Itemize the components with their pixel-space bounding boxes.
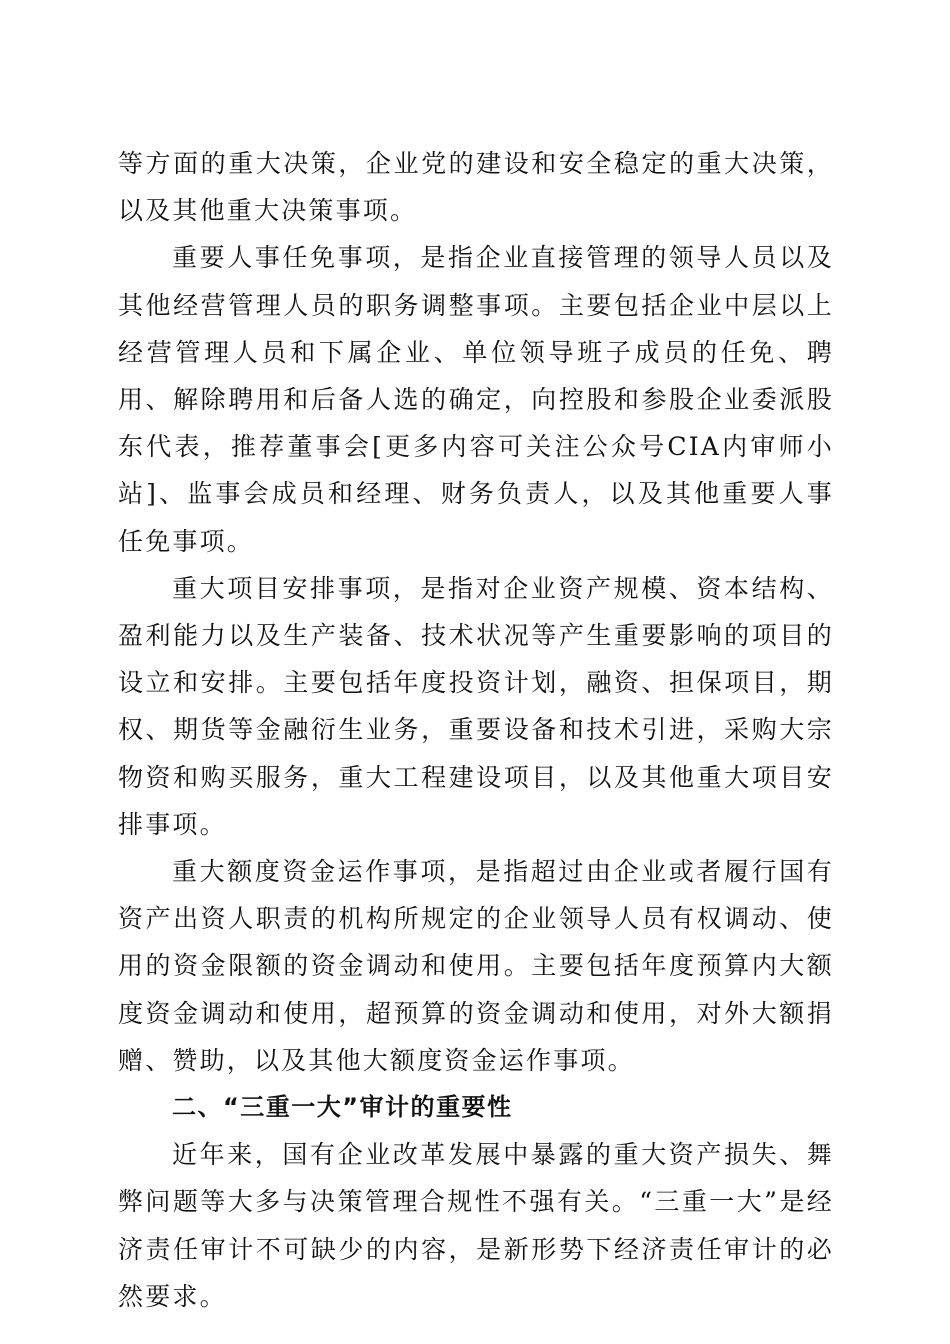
paragraph-large-funds: 重大额度资金运作事项，是指超过由企业或者履行国有资产出资人职责的机构所规定的企业领导人员有权调动、使用的资金限额的资金调动和使用。主要包括年度预算内大额度资金调动和使用，超预算的资金调动和使用，对外大额捐赠、赞助，以及其他大额度资金运作事项。 [118, 857, 834, 1075]
paragraph-continuation: 等方面的重大决策，企业党的建设和安全稳定的重大决策，以及其他重大决策事项。 [118, 149, 834, 226]
paragraph-major-projects: 重大项目安排事项，是指对企业资产规模、资本结构、盈利能力以及生产装备、技术状况等产生重要影响的项目的设立和安排。主要包括年度投资计划，融资、担保项目，期权、期货等金融衍生业务，重要设备和技术引进，采购大宗物资和购买服务，重大工程建设项目，以及其他重大项目安排事项。 [118, 573, 834, 839]
paragraph-personnel-appointments: 重要人事任免事项，是指企业直接管理的领导人员以及其他经营管理人员的职务调整事项。主要包括企业中层以上经营管理人员和下属企业、单位领导班子成员的任免、聘用、解除聘用和后备人选的确定，向控股和参股企业委派股东代表，推荐董事会[更多内容可关注公众号CIA内审师小站]、监事会成员和经理、财务负责人，以及其他重要人事任免事项。 [118, 243, 834, 556]
paragraph-importance: 近年来，国有企业改革发展中暴露的重大资产损失、舞弊问题等大多与决策管理合规性不强有关。“三重一大”是经济责任审计不可缺少的内容，是新形势下经济责任审计的必然要求。 [118, 1140, 834, 1311]
document-body [118, 140, 834, 1320]
section-heading: 二、“三重一大”审计的重要性 [172, 1093, 513, 1122]
